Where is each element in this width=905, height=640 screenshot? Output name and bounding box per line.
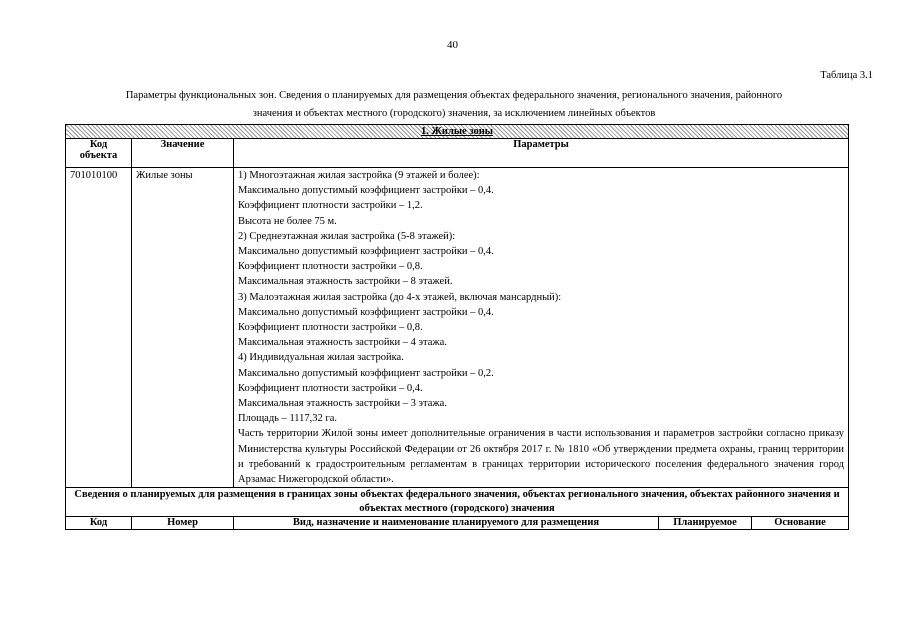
param-line: Коэффициент плотности застройки – 1,2. [238,200,423,212]
cell-value: Жилые зоны [132,168,234,488]
header-params: Параметры [234,139,849,168]
param-line: Максимально допустимый коэффициент застройки – 0,4. [238,246,494,258]
param-line: Максимально допустимый коэффициент застройки – 0,4. [238,185,494,197]
header-value: Значение [132,139,234,168]
param-line: Коэффициент плотности застройки – 0,8. [238,261,423,273]
info-row [66,488,849,517]
param-line: Часть территории Жилой зоны имеет дополнительные ограничения в части использования и параметров застройки согласно приказу Министерства культуры Российской Федерации от 26 октября 2017 г. № 1810 «Об утверждении предмета охраны, границ территории и требований к градостроительным регламентам в границах территории исторического поселения федерального значения город Арзамас Нижегородской области». [238,428,845,486]
cell-code: 701010100 [66,168,132,488]
page-number: 40 [447,39,458,51]
page-bottom-blank [0,541,905,640]
sub-header-planned: Планируемое [659,517,752,530]
param-line: Максимально допустимый коэффициент застройки – 0,4. [238,306,494,318]
sub-header-basis: Основание [752,517,849,530]
param-line: 3) Малоэтажная жилая застройка (до 4-х этажей, включая мансардный): [238,291,562,303]
param-line: Коэффициент плотности застройки – 0,4. [238,382,423,394]
param-line: Максимальная этажность застройки – 8 этажей. [238,276,453,288]
document-title-line-1: Параметры функциональных зон. Сведения о планируемых для размещения объектах федерального значения, регионального значения, районного [125,90,783,101]
header-code: Код объекта [66,139,132,168]
param-line: Высота не более 75 м. [238,215,337,227]
param-line: Площадь – 1117,32 га. [238,413,338,425]
header-row [66,139,849,168]
sub-header-kind: Вид, назначение и наименование планируемого для размещения [234,517,659,530]
document-title-line-2: значения и объектах местного (городского) значения, за исключением линейных объектов [252,108,656,119]
table-label: Таблица 3.1 [820,70,873,81]
param-line: Коэффициент плотности застройки – 0,8. [238,322,423,334]
param-line: Максимально допустимый коэффициент застройки – 0,2. [238,367,494,379]
zones-table [65,124,849,530]
sub-header-number: Номер [132,517,234,530]
section-row [66,125,849,139]
sub-header-code: Код [66,517,132,530]
cell-params [234,168,849,488]
param-line: Максимальная этажность застройки – 4 этажа. [238,337,447,349]
param-line: 1) Многоэтажная жилая застройка (9 этажей и более): [238,170,480,181]
param-line: 4) Индивидуальная жилая застройка. [238,352,404,364]
param-line: Максимальная этажность застройки – 3 этажа. [238,398,447,410]
sub-header-row [66,517,849,530]
table-row [66,168,849,488]
section-title-text: 1. Жилые зоны [421,126,493,137]
document-title [40,87,868,123]
section-title [66,125,849,139]
param-line: 2) Среднеэтажная жилая застройка (5-8 этажей): [238,230,456,242]
info-heading: Сведения о планируемых для размещения в границах зоны объектах федерального значения, объектах регионального значения, объектах районного значения и объектах местного (городского) значения [66,488,849,517]
